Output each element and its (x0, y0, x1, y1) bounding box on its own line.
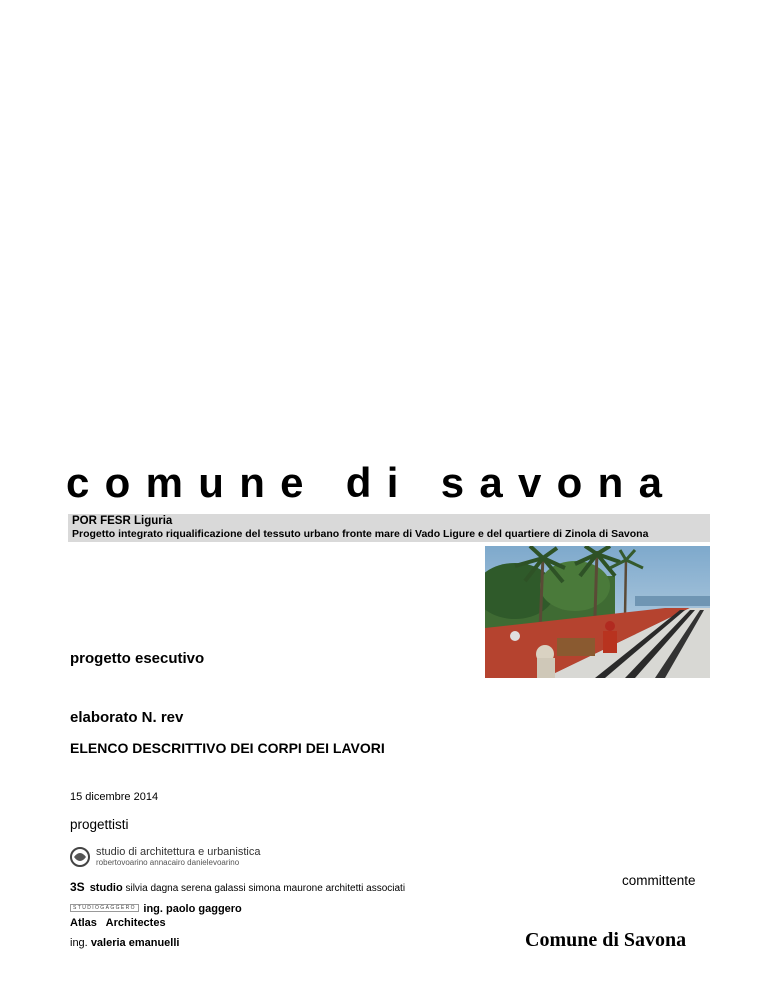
firm-voarino (70, 845, 270, 869)
designers-label: progettisti (70, 817, 129, 832)
firm-members: silvia dagna serena galassi simona maurone architetti associati (125, 883, 406, 894)
firm-lead: studio (89, 882, 123, 894)
client-label: committente (622, 873, 696, 888)
document-date: 15 dicembre 2014 (70, 791, 159, 803)
firm-people: robertovoarino annacairo danielevoarino (96, 858, 240, 867)
project-description: Progetto integrato riqualificazione del tessuto urbano fronte mare di Vado Ligure e del quartiere di Zinola di Savona (72, 528, 649, 540)
project-band (68, 514, 710, 542)
studio-logo-icon (70, 847, 90, 867)
3s-logo: 3S (70, 880, 85, 894)
document-number-label: elaborato N. rev (70, 709, 184, 726)
studio-gaggero-mark: STUDIOGAGGERO (70, 904, 139, 912)
project-render-image (485, 546, 710, 678)
firm-name: studio di architettura e urbanistica (96, 846, 261, 858)
project-phase: progetto esecutivo (70, 650, 205, 667)
client-name: Comune di Savona (525, 929, 687, 951)
firm-3s-studio (70, 880, 405, 894)
firm-prefix: ing. (70, 937, 88, 949)
document-title: ELENCO DESCRITTIVO DEI CORPI DEI LAVORI (70, 740, 385, 756)
firm-name: ing. paolo gaggero (143, 903, 242, 915)
firm-name: valeria emanuelli (90, 937, 180, 949)
firm-gaggero (70, 899, 242, 917)
firm-emanuelli (70, 937, 179, 949)
firm-atlas: Atlas Architectes (70, 917, 166, 929)
page-title: comune di savona (66, 459, 678, 506)
programme-label: POR FESR Liguria (72, 515, 173, 527)
